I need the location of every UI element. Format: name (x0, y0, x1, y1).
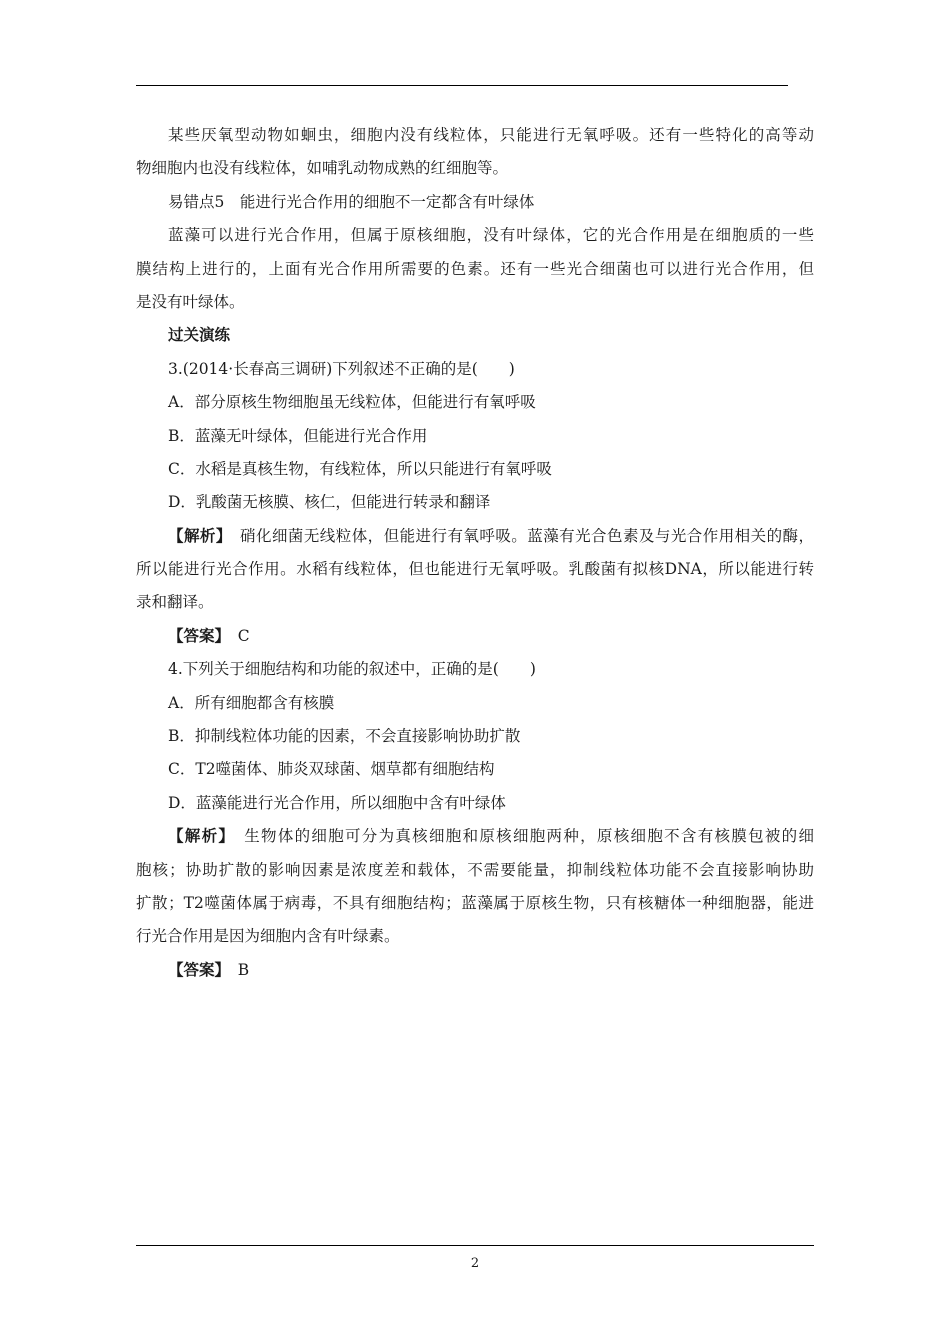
answer-value: C (222, 626, 250, 645)
answer-tag: 【答案】 (168, 626, 223, 645)
analysis-tag: 【解析】 (168, 827, 228, 846)
q3-option-d: D．乳酸菌无核膜、核仁，但能进行转录和翻译 (168, 493, 491, 512)
q3-analysis (136, 520, 814, 553)
q3-option-a: A．部分原核生物细胞虽无线粒体，但能进行有氧呼吸 (168, 393, 536, 412)
q4-option-a: A．所有细胞都含有核膜 (168, 693, 335, 712)
q3-option-c: C．水稻是真核生物，有线粒体，所以只能进行有氧呼吸 (168, 459, 552, 478)
q3-analysis-line: 录和翻译。 (136, 593, 214, 612)
q4-answer (136, 954, 814, 987)
document-body (136, 119, 814, 987)
paragraph-line: 某些厌氧型动物如蛔虫，细胞内没有线粒体，只能进行无氧呼吸。还有一些特化的高等动 (168, 126, 814, 144)
q4-analysis-line: 行光合作用是因为细胞内含有叶绿素。 (136, 927, 400, 946)
q4-option-b: B．抑制线粒体功能的因素，不会直接影响协助扩散 (168, 727, 521, 746)
q4-option-d: D．蓝藻能进行光合作用，所以细胞中含有叶绿体 (168, 793, 506, 812)
answer-value: B (222, 960, 250, 979)
header-rule (136, 85, 788, 86)
page-number: 2 (470, 1256, 480, 1271)
analysis-text: 生物体的细胞可分为真核细胞和原核细胞两种，原核细胞不含有核膜包被的细 (227, 827, 814, 846)
q4-analysis (136, 820, 814, 853)
paragraph-line: 是没有叶绿体。 (136, 292, 245, 311)
footer-rule (136, 1245, 814, 1246)
question-3-stem: 3.(2014·长春高三调研)下列叙述不正确的是( ) (168, 359, 515, 378)
q3-answer (136, 620, 814, 653)
analysis-tag: 【解析】 (168, 526, 225, 545)
paragraph-line: 蓝藻可以进行光合作用，但属于原核细胞，没有叶绿体，它的光合作用是在细胞质的一些 (168, 226, 814, 245)
q4-option-c: C．T2噬菌体、肺炎双球菌、烟草都有细胞结构 (168, 760, 495, 779)
paragraph-line: 物细胞内也没有线粒体，如哺乳动物成熟的红细胞等。 (136, 159, 509, 178)
section-title: 过关演练 (168, 326, 231, 345)
q3-analysis-line: 所以能进行光合作用。水稻有线粒体，但也能进行无氧呼吸。乳酸菌有拟核DNA，所以能进行转 (136, 560, 814, 579)
q4-analysis-line: 扩散；T2噬菌体属于病毒，不具有细胞结构；蓝藻属于原核生物，只有核糖体一种细胞器，能进 (136, 893, 814, 912)
paragraph-line: 膜结构上进行的，上面有光合作用所需要的色素。还有一些光合细菌也可以进行光合作用，但 (136, 259, 814, 278)
q4-analysis-line: 胞核；协助扩散的影响因素是浓度差和载体，不需要能量，抑制线粒体功能不会直接影响协助 (136, 860, 814, 879)
analysis-text: 硝化细菌无线粒体，但能进行有氧呼吸。蓝藻有光合色素及与光合作用相关的酶， (224, 526, 814, 545)
q3-option-b: B．蓝藻无叶绿体，但能进行光合作用 (168, 426, 428, 445)
question-4-stem: 4.下列关于细胞结构和功能的叙述中，正确的是( ) (168, 660, 536, 679)
error-point-heading: 易错点5 能进行光合作用的细胞不一定都含有叶绿体 (168, 192, 535, 211)
answer-tag: 【答案】 (168, 960, 223, 979)
